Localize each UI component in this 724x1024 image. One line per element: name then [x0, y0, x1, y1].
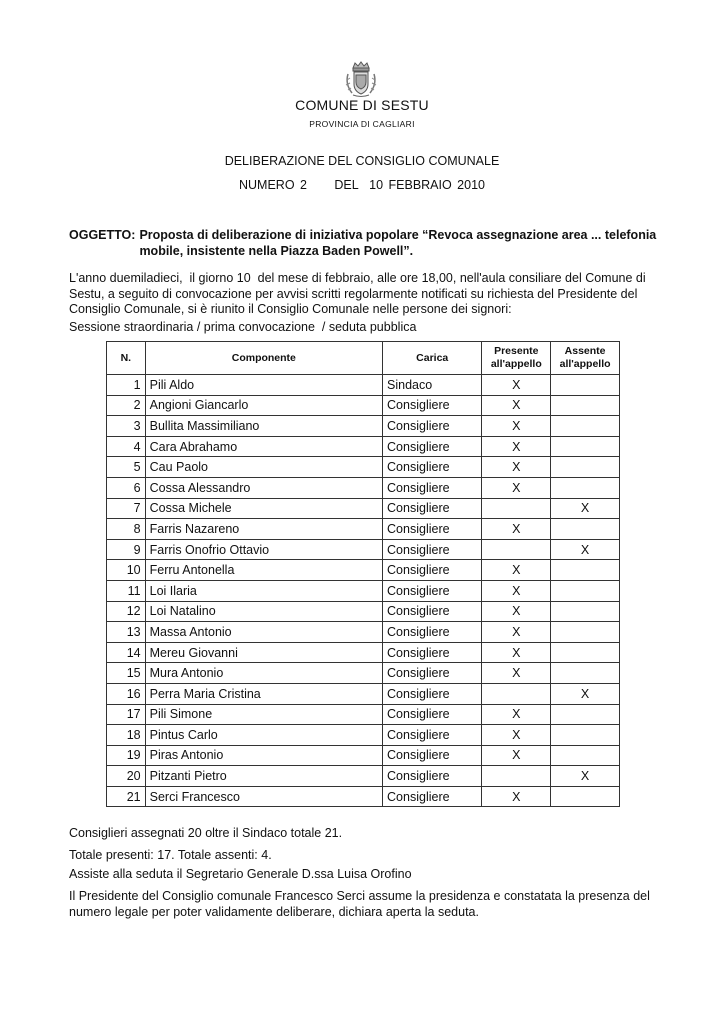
row-componente: Piras Antonio	[145, 745, 382, 766]
row-componente: Serci Francesco	[145, 786, 382, 807]
table-row	[107, 766, 620, 787]
header-carica: Carica	[383, 342, 482, 375]
row-carica: Sindaco	[383, 375, 482, 396]
provincia-subtitle: PROVINCIA DI CAGLIARI	[309, 119, 415, 129]
row-assente: X	[551, 498, 620, 519]
attendance-rows	[107, 375, 620, 807]
table-row	[107, 601, 620, 622]
row-carica: Consigliere	[383, 498, 482, 519]
row-carica: Consigliere	[383, 725, 482, 746]
row-carica: Consigliere	[383, 457, 482, 478]
row-componente: Perra Maria Cristina	[145, 683, 382, 704]
table-row	[107, 683, 620, 704]
row-assente	[551, 745, 620, 766]
row-presente: X	[482, 622, 551, 643]
table-row	[107, 642, 620, 663]
row-presente	[482, 498, 551, 519]
row-assente	[551, 519, 620, 540]
row-assente	[551, 416, 620, 437]
row-presente: X	[482, 375, 551, 396]
row-num: 18	[107, 725, 146, 746]
row-assente: X	[551, 539, 620, 560]
row-assente: X	[551, 683, 620, 704]
row-carica: Consigliere	[383, 663, 482, 684]
row-num: 6	[107, 477, 146, 498]
header-num: N.	[107, 342, 146, 375]
row-presente: X	[482, 580, 551, 601]
row-presente: X	[482, 416, 551, 437]
table-row	[107, 560, 620, 581]
table-row	[107, 663, 620, 684]
row-carica: Consigliere	[383, 704, 482, 725]
row-componente: Pili Simone	[145, 704, 382, 725]
coat-of-arms-icon	[341, 60, 381, 100]
row-num: 11	[107, 580, 146, 601]
header-componente: Componente	[145, 342, 382, 375]
oggetto-label: OGGETTO:	[69, 228, 136, 242]
table-row	[107, 580, 620, 601]
row-componente: Bullita Massimiliano	[145, 416, 382, 437]
table-row	[107, 704, 620, 725]
table-row	[107, 477, 620, 498]
comune-title: COMUNE DI SESTU	[295, 97, 429, 113]
row-presente: X	[482, 745, 551, 766]
row-assente	[551, 642, 620, 663]
row-carica: Consigliere	[383, 642, 482, 663]
row-assente	[551, 725, 620, 746]
numero-data-line: NUMERO 2 DEL 10 FEBBRAIO 2010	[238, 178, 485, 192]
row-carica: Consigliere	[383, 683, 482, 704]
row-componente: Cara Abrahamo	[145, 436, 382, 457]
sessione-line: Sessione straordinaria / prima convocazione / seduta pubblica	[69, 320, 417, 334]
row-assente	[551, 786, 620, 807]
row-presente: X	[482, 436, 551, 457]
row-num: 9	[107, 539, 146, 560]
row-presente: X	[482, 519, 551, 540]
row-presente: X	[482, 725, 551, 746]
row-presente: X	[482, 663, 551, 684]
row-presente	[482, 539, 551, 560]
row-componente: Farris Onofrio Ottavio	[145, 539, 382, 560]
row-presente: X	[482, 395, 551, 416]
row-assente	[551, 436, 620, 457]
row-num: 2	[107, 395, 146, 416]
row-carica: Consigliere	[383, 395, 482, 416]
header-presente: Presente all'appello	[482, 342, 551, 375]
row-assente	[551, 601, 620, 622]
row-componente: Cossa Alessandro	[145, 477, 382, 498]
row-num: 5	[107, 457, 146, 478]
table-row	[107, 786, 620, 807]
row-assente	[551, 622, 620, 643]
table-row	[107, 519, 620, 540]
table-row	[107, 745, 620, 766]
row-num: 17	[107, 704, 146, 725]
row-componente: Farris Nazareno	[145, 519, 382, 540]
row-carica: Consigliere	[383, 477, 482, 498]
row-assente	[551, 704, 620, 725]
row-num: 7	[107, 498, 146, 519]
row-componente: Cau Paolo	[145, 457, 382, 478]
row-num: 12	[107, 601, 146, 622]
row-carica: Consigliere	[383, 745, 482, 766]
row-assente	[551, 477, 620, 498]
row-num: 16	[107, 683, 146, 704]
attendance-table	[106, 341, 620, 807]
row-presente: X	[482, 601, 551, 622]
footer-segretario: Assiste alla seduta il Segretario Generale D.ssa Luisa Orofino	[69, 867, 412, 881]
row-num: 14	[107, 642, 146, 663]
row-componente: Mereu Giovanni	[145, 642, 382, 663]
footer-assegnati: Consiglieri assegnati 20 oltre il Sindaco totale 21.	[69, 826, 343, 840]
row-presente: X	[482, 786, 551, 807]
row-presente	[482, 683, 551, 704]
row-carica: Consigliere	[383, 539, 482, 560]
row-assente	[551, 580, 620, 601]
row-componente: Mura Antonio	[145, 663, 382, 684]
row-assente	[551, 560, 620, 581]
row-num: 3	[107, 416, 146, 437]
row-componente: Pili Aldo	[145, 375, 382, 396]
row-componente: Massa Antonio	[145, 622, 382, 643]
row-carica: Consigliere	[383, 560, 482, 581]
table-row	[107, 375, 620, 396]
table-row	[107, 457, 620, 478]
row-componente: Pintus Carlo	[145, 725, 382, 746]
row-carica: Consigliere	[383, 601, 482, 622]
row-presente: X	[482, 477, 551, 498]
row-carica: Consigliere	[383, 622, 482, 643]
table-row	[107, 539, 620, 560]
row-componente: Angioni Giancarlo	[145, 395, 382, 416]
deliberazione-heading: DELIBERAZIONE DEL CONSIGLIO COMUNALE	[224, 154, 500, 168]
row-presente	[482, 766, 551, 787]
footer-presidente: Il Presidente del Consiglio comunale Francesco Serci assume la presidenza e constatata la presenza del numero legale per poter validamente deliberare, dichiara aperta la seduta.	[69, 889, 650, 919]
row-assente	[551, 457, 620, 478]
table-header-row	[107, 342, 620, 375]
table-row	[107, 622, 620, 643]
row-num: 15	[107, 663, 146, 684]
row-carica: Consigliere	[383, 519, 482, 540]
row-presente: X	[482, 642, 551, 663]
row-carica: Consigliere	[383, 580, 482, 601]
row-assente: X	[551, 766, 620, 787]
row-assente	[551, 395, 620, 416]
oggetto-block	[69, 227, 659, 259]
oggetto-text: Proposta di deliberazione di iniziativa popolare “Revoca assegnazione area ... telefonia mobile, insistente nella Piazza Baden Powell”.	[139, 228, 657, 258]
row-carica: Consigliere	[383, 766, 482, 787]
row-carica: Consigliere	[383, 786, 482, 807]
row-componente: Pitzanti Pietro	[145, 766, 382, 787]
footer-totali: Totale presenti: 17. Totale assenti: 4.	[69, 848, 272, 862]
table-row	[107, 725, 620, 746]
row-num: 20	[107, 766, 146, 787]
row-carica: Consigliere	[383, 416, 482, 437]
row-num: 8	[107, 519, 146, 540]
table-row	[107, 498, 620, 519]
row-componente: Cossa Michele	[145, 498, 382, 519]
row-num: 13	[107, 622, 146, 643]
row-num: 4	[107, 436, 146, 457]
row-num: 1	[107, 375, 146, 396]
intro-paragraph: L'anno duemiladieci, il giorno 10 del mese di febbraio, alle ore 18,00, nell'aula consiliare del Comune di Sestu, a seguito di convocazione per avvisi scritti regolarmente notificati su richiesta del Presidente del Consiglio Comunale, si è riunito il Consiglio Comunale nelle persone dei signori:	[69, 271, 650, 316]
row-presente: X	[482, 704, 551, 725]
row-assente	[551, 375, 620, 396]
row-assente	[551, 663, 620, 684]
row-componente: Loi Ilaria	[145, 580, 382, 601]
row-num: 21	[107, 786, 146, 807]
table-row	[107, 436, 620, 457]
row-presente: X	[482, 560, 551, 581]
header-assente: Assente all'appello	[551, 342, 620, 375]
row-componente: Loi Natalino	[145, 601, 382, 622]
row-presente: X	[482, 457, 551, 478]
row-componente: Ferru Antonella	[145, 560, 382, 581]
row-carica: Consigliere	[383, 436, 482, 457]
table-row	[107, 395, 620, 416]
row-num: 19	[107, 745, 146, 766]
row-num: 10	[107, 560, 146, 581]
table-row	[107, 416, 620, 437]
